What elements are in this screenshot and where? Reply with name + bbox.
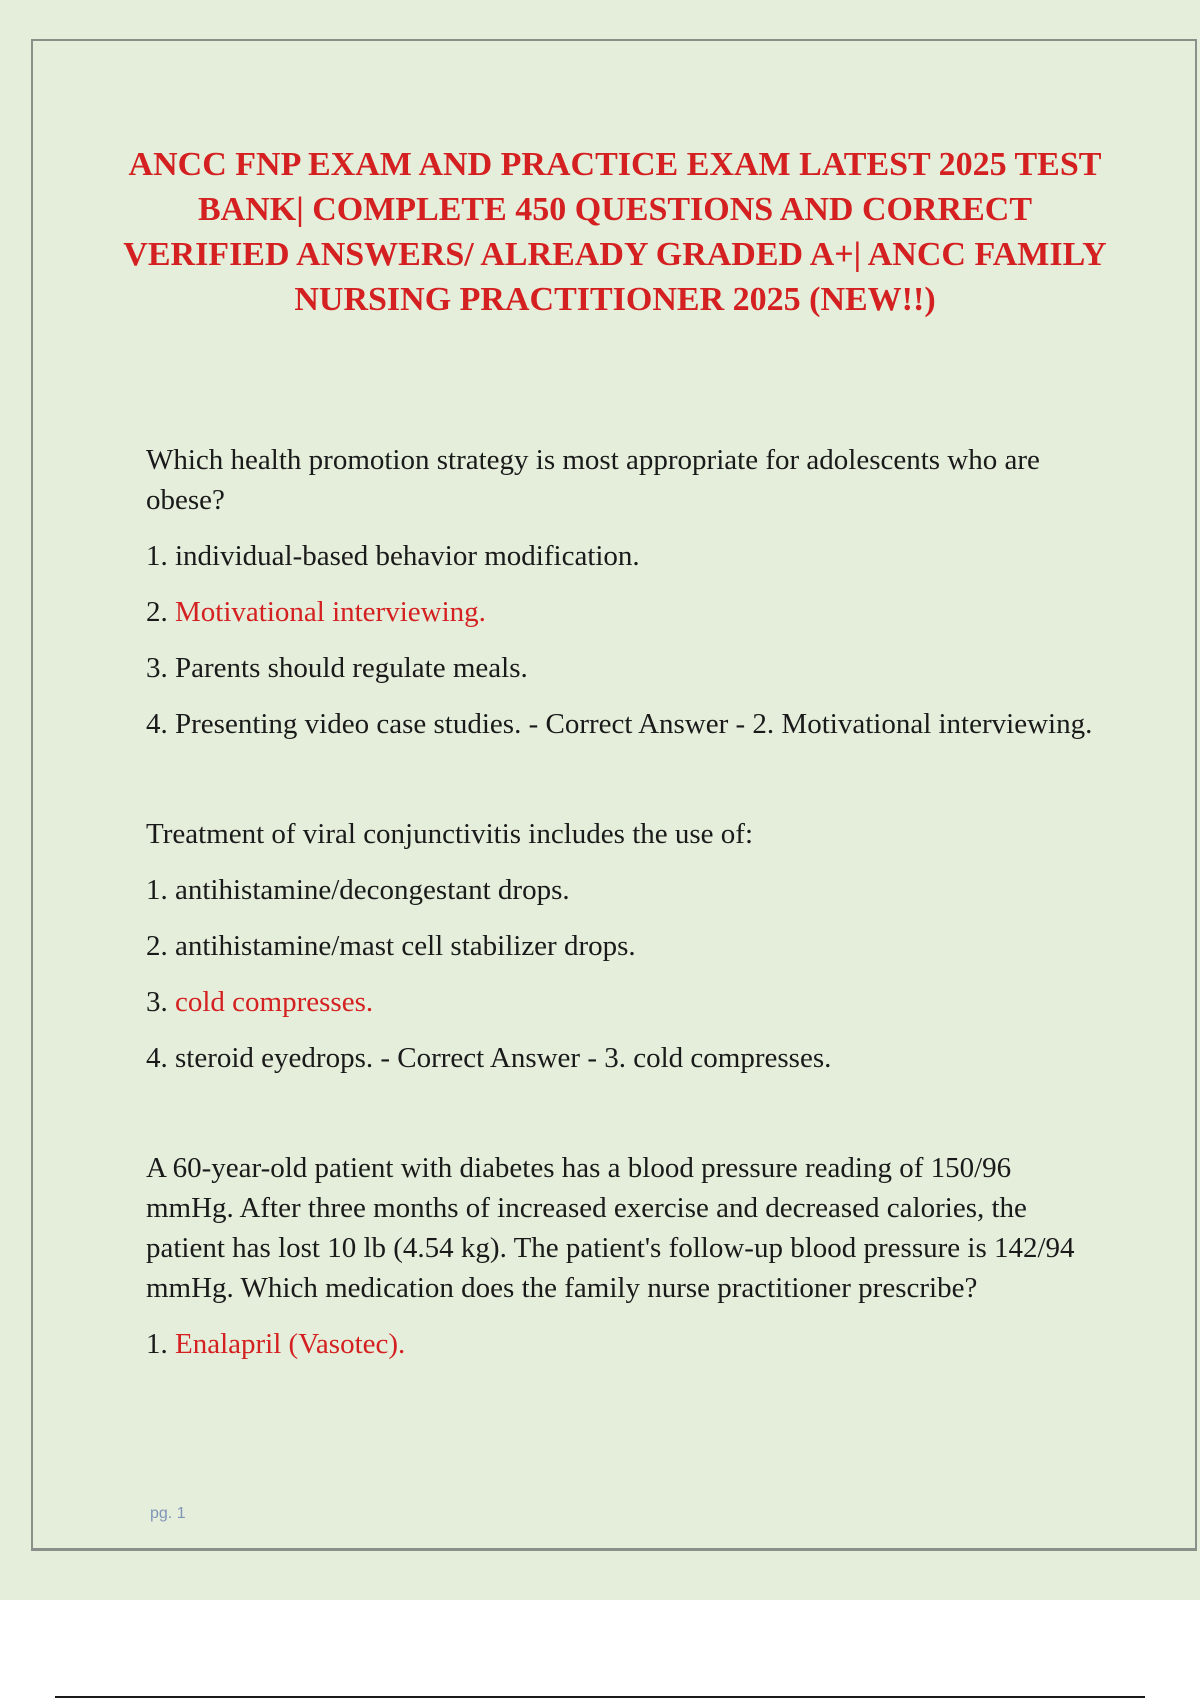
- option-number: 2.: [146, 596, 175, 628]
- option-text: Presenting video case studies. - Correct Answer - 2. Motivational interviewing.: [175, 708, 1093, 740]
- answer-option: [146, 982, 1096, 1022]
- option-number: 3.: [146, 986, 175, 1018]
- option-number: 1.: [146, 874, 175, 906]
- option-number: 1.: [146, 1328, 175, 1360]
- option-number: 4.: [146, 708, 175, 740]
- document-title: ANCC FNP EXAM AND PRACTICE EXAM LATEST 2025 TEST BANK| COMPLETE 450 QUESTIONS AND CORRECT VERIFIED ANSWERS/ ALREADY GRADED A+| ANCC FAMILY NURSING PRACTITIONER 2025 (NEW!!): [123, 146, 1107, 318]
- page-number: pg. 1: [150, 1505, 186, 1522]
- option-text-correct: Motivational interviewing.: [175, 596, 486, 628]
- question-stem: Treatment of viral conjunctivitis includes the use of:: [146, 818, 754, 850]
- option-text: individual-based behavior modification.: [175, 540, 640, 572]
- option-text: antihistamine/decongestant drops.: [175, 874, 570, 906]
- option-number: 2.: [146, 930, 175, 962]
- answer-option: [146, 536, 1096, 576]
- answer-option: [146, 648, 1096, 688]
- answer-option: [146, 926, 1096, 966]
- option-text-correct: Enalapril (Vasotec).: [175, 1328, 406, 1360]
- question-2: [146, 814, 1096, 1078]
- question-3: [146, 1148, 1096, 1364]
- option-text: Parents should regulate meals.: [175, 652, 528, 684]
- answer-option: [146, 592, 1096, 632]
- option-number: 1.: [146, 540, 175, 572]
- option-text-correct: cold compresses.: [175, 986, 374, 1018]
- question-1: [146, 440, 1096, 744]
- option-text: antihistamine/mast cell stabilizer drops.: [175, 930, 636, 962]
- answer-option: [146, 870, 1096, 910]
- option-number: 3.: [146, 652, 175, 684]
- question-list: [146, 440, 1096, 1364]
- option-text: steroid eyedrops. - Correct Answer - 3. cold compresses.: [175, 1042, 832, 1074]
- answer-option: [146, 704, 1096, 744]
- answer-option: [146, 1324, 1096, 1364]
- page-divider-line: [55, 1696, 1145, 1698]
- question-stem: Which health promotion strategy is most appropriate for adolescents who are obese?: [146, 444, 1040, 516]
- question-stem: A 60-year-old patient with diabetes has a blood pressure reading of 150/96 mmHg. After three months of increased exercise and decreased calories, the patient has lost 10 lb (4.54 kg). The patient's follow-up blood pressure is 142/94 mmHg. Which medication does the family nurse practitioner prescribe?: [146, 1152, 1075, 1304]
- option-number: 4.: [146, 1042, 175, 1074]
- answer-option: [146, 1038, 1096, 1078]
